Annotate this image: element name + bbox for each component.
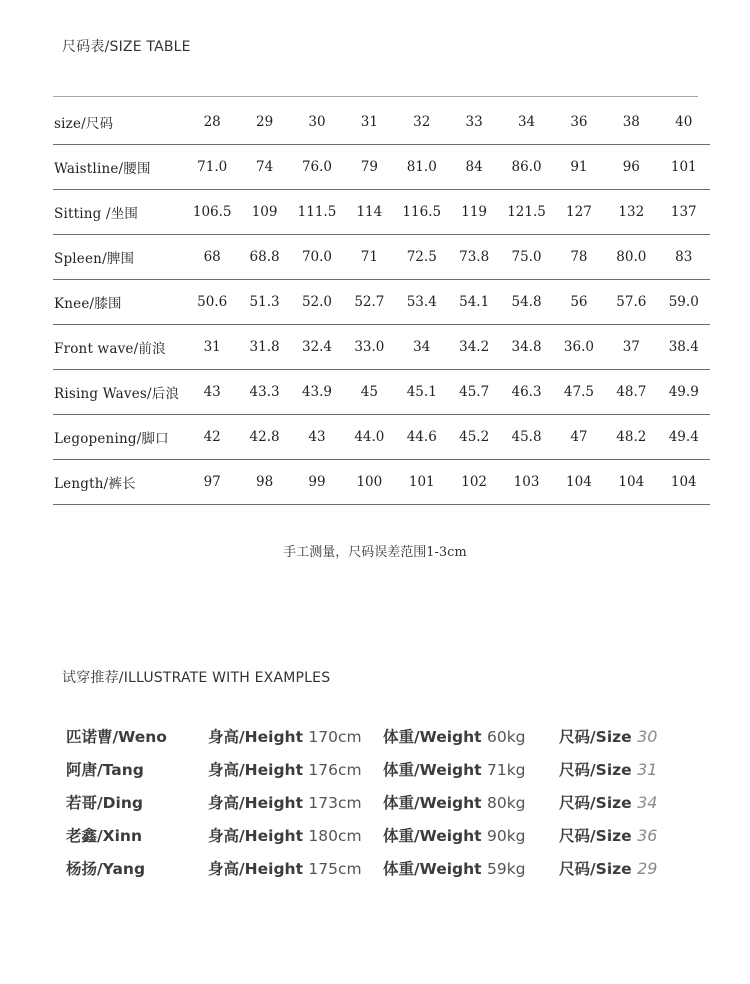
length-row [53, 460, 710, 505]
table-cell: 47 [553, 415, 605, 460]
table-cell: 32.4 [291, 325, 343, 370]
table-cell: 49.4 [658, 415, 710, 460]
size-label: 尺码/Size [559, 794, 632, 812]
table-cell: 137 [658, 190, 710, 235]
table-cell: 43 [186, 370, 238, 415]
table-cell: 34 [396, 325, 448, 370]
front-wave-row [53, 325, 710, 370]
row-label-size: size/尺码 [53, 100, 186, 145]
table-cell: 45.8 [500, 415, 552, 460]
height-field [208, 791, 362, 813]
table-cell: 44.6 [396, 415, 448, 460]
weight-field [383, 725, 526, 747]
height-field [208, 857, 362, 879]
table-cell: 100 [343, 460, 395, 505]
table-cell: 103 [500, 460, 552, 505]
table-cell: 30 [291, 100, 343, 145]
table-cell: 127 [553, 190, 605, 235]
table-cell: 75.0 [500, 235, 552, 280]
table-cell: 42 [186, 415, 238, 460]
row-label-front-wave: Front wave/前浪 [53, 325, 186, 370]
table-cell: 68.8 [238, 235, 290, 280]
table-cell: 84 [448, 145, 500, 190]
weight-value: 71kg [486, 761, 526, 779]
sitting-row [53, 190, 710, 235]
size-label: 尺码/Size [559, 860, 632, 878]
table-cell: 111.5 [291, 190, 343, 235]
table-cell: 44.0 [343, 415, 395, 460]
knee-row [53, 280, 710, 325]
weight-label: 体重/Weight [383, 827, 482, 845]
table-cell: 71.0 [186, 145, 238, 190]
size-table-top-divider [53, 96, 698, 97]
spleen-row [53, 235, 710, 280]
size-label: 尺码/Size [559, 761, 632, 779]
size-field [559, 857, 657, 879]
table-cell: 45.2 [448, 415, 500, 460]
size-field [559, 758, 657, 780]
row-label-legopening: Legopening/脚口 [53, 415, 186, 460]
size-table-title: 尺码表/SIZE TABLE [62, 39, 191, 55]
table-cell: 121.5 [500, 190, 552, 235]
table-cell: 48.7 [605, 370, 657, 415]
example-row [66, 824, 706, 850]
table-cell: 74 [238, 145, 290, 190]
rising-waves-row [53, 370, 710, 415]
table-cell: 34 [500, 100, 552, 145]
examples-title: 试穿推荐/ILLUSTRATE WITH EXAMPLES [62, 670, 331, 686]
table-cell: 109 [238, 190, 290, 235]
height-label: 身高/Height [208, 761, 303, 779]
table-cell: 45 [343, 370, 395, 415]
row-label-length: Length/裤长 [53, 460, 186, 505]
table-cell: 106.5 [186, 190, 238, 235]
weight-value: 80kg [486, 794, 526, 812]
table-cell: 73.8 [448, 235, 500, 280]
table-cell: 31.8 [238, 325, 290, 370]
example-name: 匹诺曹/Weno [66, 728, 167, 746]
example-name: 杨扬/Yang [66, 860, 146, 878]
height-field [208, 725, 362, 747]
table-cell: 79 [343, 145, 395, 190]
size-value: 31 [637, 760, 658, 779]
table-cell: 43 [291, 415, 343, 460]
table-cell: 48.2 [605, 415, 657, 460]
weight-field [383, 824, 526, 846]
table-cell: 40 [658, 100, 710, 145]
table-cell: 114 [343, 190, 395, 235]
weight-label: 体重/Weight [383, 860, 482, 878]
table-cell: 98 [238, 460, 290, 505]
example-name: 老鑫/Xinn [66, 827, 142, 845]
height-label: 身高/Height [208, 827, 303, 845]
table-cell: 116.5 [396, 190, 448, 235]
table-cell: 99 [291, 460, 343, 505]
weight-field [383, 791, 526, 813]
table-cell: 52.0 [291, 280, 343, 325]
table-cell: 78 [553, 235, 605, 280]
size-label: 尺码/Size [559, 728, 632, 746]
table-cell: 34.8 [500, 325, 552, 370]
table-cell: 96 [605, 145, 657, 190]
example-name: 阿唐/Tang [66, 761, 144, 779]
size-value: 34 [637, 793, 658, 812]
size-value: 30 [637, 727, 658, 746]
table-cell: 101 [396, 460, 448, 505]
table-cell: 34.2 [448, 325, 500, 370]
weight-field [383, 758, 526, 780]
height-label: 身高/Height [208, 728, 303, 746]
waistline-row [53, 145, 710, 190]
example-row [66, 758, 706, 784]
table-cell: 37 [605, 325, 657, 370]
size-row [53, 100, 710, 145]
table-cell: 49.9 [658, 370, 710, 415]
legopening-row [53, 415, 710, 460]
table-cell: 76.0 [291, 145, 343, 190]
size-field [559, 725, 657, 747]
weight-value: 90kg [486, 827, 526, 845]
height-value: 180cm [308, 827, 362, 845]
table-cell: 83 [658, 235, 710, 280]
height-value: 176cm [308, 761, 362, 779]
size-label: 尺码/Size [559, 827, 632, 845]
weight-label: 体重/Weight [383, 794, 482, 812]
table-cell: 104 [658, 460, 710, 505]
table-cell: 91 [553, 145, 605, 190]
size-value: 36 [637, 826, 658, 845]
table-cell: 104 [605, 460, 657, 505]
table-cell: 80.0 [605, 235, 657, 280]
table-cell: 29 [238, 100, 290, 145]
table-cell: 81.0 [396, 145, 448, 190]
table-cell: 53.4 [396, 280, 448, 325]
row-label-sitting: Sitting /坐围 [53, 190, 186, 235]
height-value: 170cm [308, 728, 362, 746]
table-cell: 102 [448, 460, 500, 505]
table-cell: 45.1 [396, 370, 448, 415]
table-cell: 43.3 [238, 370, 290, 415]
table-cell: 54.1 [448, 280, 500, 325]
height-label: 身高/Height [208, 860, 303, 878]
height-field [208, 758, 362, 780]
table-cell: 56 [553, 280, 605, 325]
row-label-waistline: Waistline/腰围 [53, 145, 186, 190]
table-cell: 46.3 [500, 370, 552, 415]
table-cell: 104 [553, 460, 605, 505]
table-cell: 51.3 [238, 280, 290, 325]
size-field [559, 791, 657, 813]
table-cell: 71 [343, 235, 395, 280]
table-cell: 72.5 [396, 235, 448, 280]
table-cell: 59.0 [658, 280, 710, 325]
table-cell: 132 [605, 190, 657, 235]
table-cell: 86.0 [500, 145, 552, 190]
example-row [66, 857, 706, 883]
table-cell: 43.9 [291, 370, 343, 415]
example-row [66, 725, 706, 751]
table-cell: 31 [343, 100, 395, 145]
table-cell: 36.0 [553, 325, 605, 370]
height-label: 身高/Height [208, 794, 303, 812]
row-label-rising-waves: Rising Waves/后浪 [53, 370, 186, 415]
table-cell: 52.7 [343, 280, 395, 325]
measurement-note: 手工测量，尺码误差范围1-3cm [283, 545, 467, 560]
table-cell: 45.7 [448, 370, 500, 415]
row-label-spleen: Spleen/脾围 [53, 235, 186, 280]
weight-field [383, 857, 526, 879]
table-cell: 32 [396, 100, 448, 145]
table-cell: 68 [186, 235, 238, 280]
table-cell: 28 [186, 100, 238, 145]
table-cell: 101 [658, 145, 710, 190]
row-label-knee: Knee/膝围 [53, 280, 186, 325]
table-cell: 50.6 [186, 280, 238, 325]
table-cell: 70.0 [291, 235, 343, 280]
table-cell: 38 [605, 100, 657, 145]
table-cell: 42.8 [238, 415, 290, 460]
weight-label: 体重/Weight [383, 761, 482, 779]
weight-value: 59kg [486, 860, 526, 878]
height-value: 173cm [308, 794, 362, 812]
table-cell: 47.5 [553, 370, 605, 415]
example-name: 若哥/Ding [66, 794, 143, 812]
size-field [559, 824, 657, 846]
table-cell: 31 [186, 325, 238, 370]
table-cell: 54.8 [500, 280, 552, 325]
height-value: 175cm [308, 860, 362, 878]
table-cell: 36 [553, 100, 605, 145]
table-cell: 119 [448, 190, 500, 235]
table-cell: 38.4 [658, 325, 710, 370]
table-cell: 33 [448, 100, 500, 145]
height-field [208, 824, 362, 846]
size-value: 29 [637, 859, 658, 878]
table-cell: 57.6 [605, 280, 657, 325]
size-table [53, 100, 710, 505]
table-cell: 97 [186, 460, 238, 505]
example-row [66, 791, 706, 817]
table-cell: 33.0 [343, 325, 395, 370]
weight-label: 体重/Weight [383, 728, 482, 746]
weight-value: 60kg [486, 728, 526, 746]
